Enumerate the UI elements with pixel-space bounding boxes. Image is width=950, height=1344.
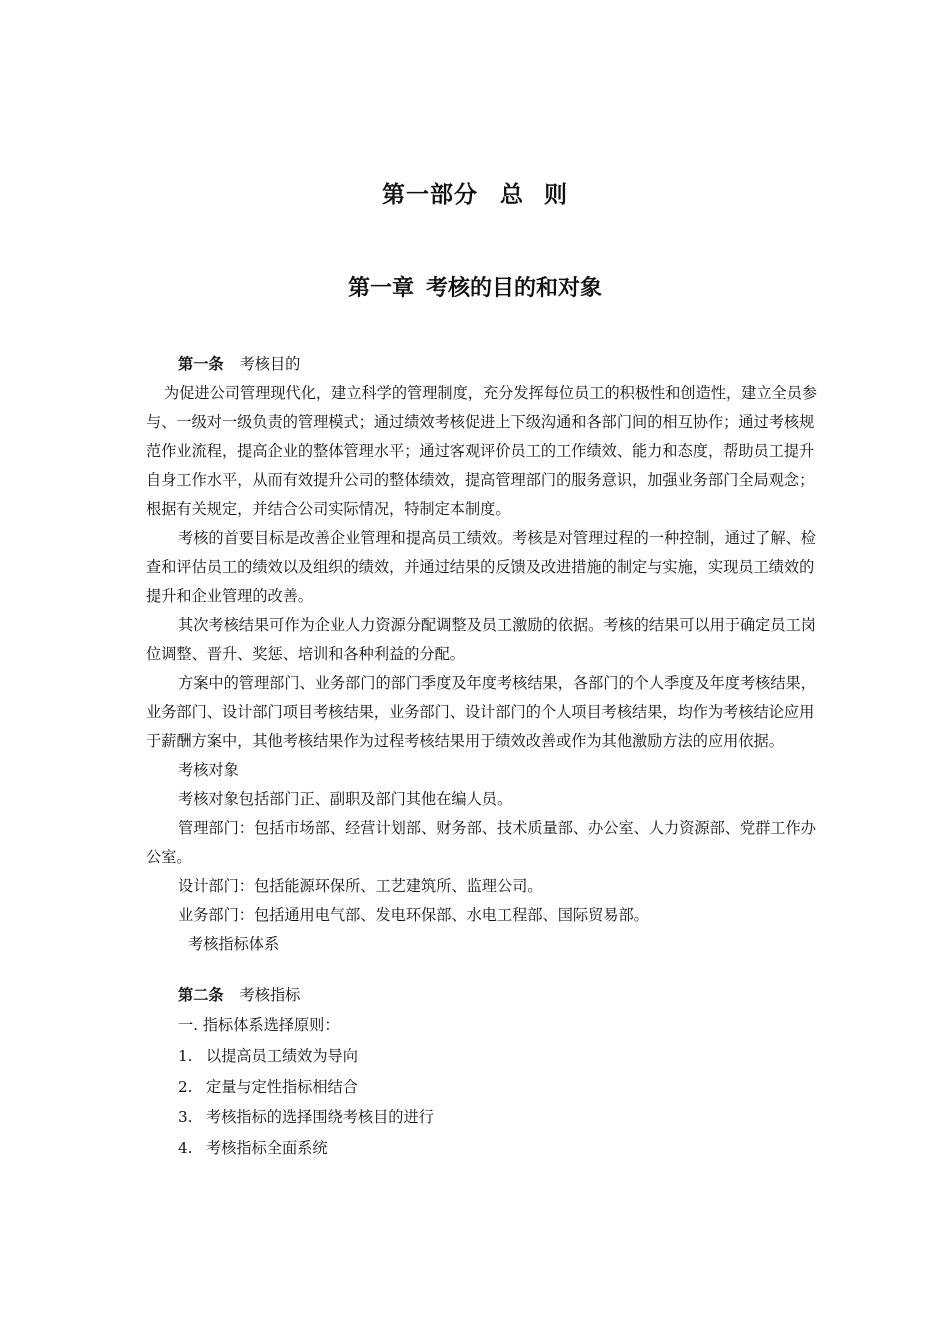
article-2-name: 考核指标	[239, 986, 301, 1004]
chapter-prefix: 第一章	[347, 275, 414, 301]
list-item: 3. 考核指标的选择围绕考核目的进行	[178, 1108, 434, 1126]
document-body	[146, 350, 826, 1163]
paragraph-results-application: 方案中的管理部门、业务部门的部门季度及年度考核结果，各部门的个人季度及年度考核结果，业务部门、设计部门项目考核结果，业务部门、设计部门的个人项目考核结果，均作为考核结论应用于薪酬方案中，其他考核结果作为过程考核结果用于绩效改善或作为其他激励方法的应用依据。	[146, 674, 816, 750]
mgmt-departments: 管理部门：包括市场部、经营计划部、财务部、技术质量部、办公室、人力资源部、党群工作办公室。	[146, 819, 816, 866]
article-2-number: 第二条	[178, 986, 224, 1004]
paragraph-primary-goal: 考核的首要目标是改善企业管理和提高员工绩效。考核是对管理过程的一种控制，通过了解、检查和评估员工的绩效以及组织的绩效，并通过结果的反馈及改进措施的制定与实施，实现员工绩效的提升和企业管理的改善。	[146, 529, 816, 605]
article-1-heading	[146, 350, 826, 379]
chapter-title	[0, 271, 950, 302]
part-word-1: 总	[500, 181, 524, 208]
part-title	[0, 176, 950, 209]
chapter-subtitle: 考核的目的和对象	[426, 276, 603, 301]
business-departments: 业务部门：包括通用电气部、发电环保部、水电工程部、国际贸易部。	[178, 906, 649, 924]
object-heading: 考核对象	[178, 761, 239, 779]
list-item: 1. 以提高员工绩效为导向	[178, 1047, 358, 1065]
paragraph-purpose: 为促进公司管理现代化，建立科学的管理制度，充分发挥每位员工的积极性和创造性，建立全员参与、一级对一级负责的管理模式；通过绩效考核促进上下级沟通和各部门间的相互协作；通过考核规范作业流程，提高企业的整体管理水平；通过客观评价员工的工作绩效、能力和态度，帮助员工提升自身工作水平，从而有效提升公司的整体绩效，提高管理部门的服务意识，加强业务部门全局观念；根据有关规定，并结合公司实际情况，特制定本制度。	[146, 384, 818, 518]
object-text: 考核对象包括部门正、副职及部门其他在编人员。	[178, 790, 513, 808]
paragraph-secondary-goal: 其次考核结果可作为企业人力资源分配调整及员工激励的依据。考核的结果可以用于确定员工岗位调整、晋升、奖惩、培训和各种利益的分配。	[146, 616, 816, 663]
article-2-heading	[146, 981, 826, 1010]
article-1-name: 考核目的	[239, 355, 301, 373]
principles-heading: 一. 指标体系选择原则：	[178, 1016, 340, 1034]
article-1-number: 第一条	[178, 355, 224, 373]
list-item: 2. 定量与定性指标相结合	[178, 1077, 358, 1096]
part-prefix: 第一部分	[382, 181, 478, 208]
list-item: 4. 考核指标全面系统	[178, 1138, 328, 1157]
design-departments: 设计部门：包括能源环保所、工艺建筑所、监理公司。	[178, 877, 543, 895]
index-system-heading: 考核指标体系	[188, 935, 280, 953]
part-word-2: 则	[544, 181, 568, 208]
principles-list	[146, 1041, 826, 1163]
